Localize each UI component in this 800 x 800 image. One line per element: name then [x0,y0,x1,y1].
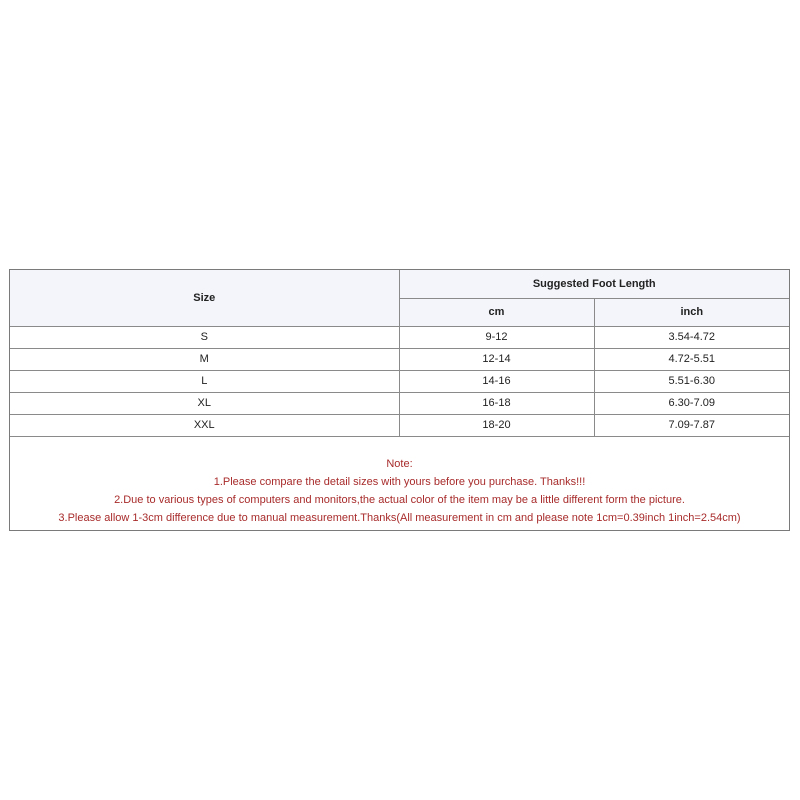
cm-cell: 9-12 [399,326,594,348]
size-header: Size [10,270,399,326]
table-row [10,414,789,436]
cm-cell: 12-14 [399,348,594,370]
note-title: Note: [386,457,413,470]
note-line-3: 3.Please allow 1-3cm difference due to manual measurement.Thanks(All measurement in cm and please note 1cm=0.39inch 1inch=2.54cm) [58,511,741,524]
inch-cell: 7.09-7.87 [594,414,789,436]
header-row-top [10,270,789,298]
inch-cell: 4.72-5.51 [594,348,789,370]
size-cell: S [10,326,399,348]
cm-cell: 16-18 [399,392,594,414]
size-cell: XXL [10,414,399,436]
inch-header: inch [594,298,789,326]
note-line-2: 2.Due to various types of computers and monitors,the actual color of the item may be a little different form the picture. [114,493,685,506]
foot-length-header: Suggested Foot Length [399,270,789,298]
size-chart [9,269,790,531]
size-cell: M [10,348,399,370]
table-row [10,370,789,392]
inch-cell: 5.51-6.30 [594,370,789,392]
inch-cell: 6.30-7.09 [594,392,789,414]
cm-cell: 14-16 [399,370,594,392]
inch-cell: 3.54-4.72 [594,326,789,348]
note-line-1: 1.Please compare the detail sizes with yours before you purchase. Thanks!!! [213,475,586,488]
cm-cell: 18-20 [399,414,594,436]
cm-header: cm [399,298,594,326]
table-row [10,326,789,348]
notes-section [10,437,789,527]
table-row [10,348,789,370]
size-table [10,270,789,437]
table-row [10,392,789,414]
size-cell: L [10,370,399,392]
size-cell: XL [10,392,399,414]
